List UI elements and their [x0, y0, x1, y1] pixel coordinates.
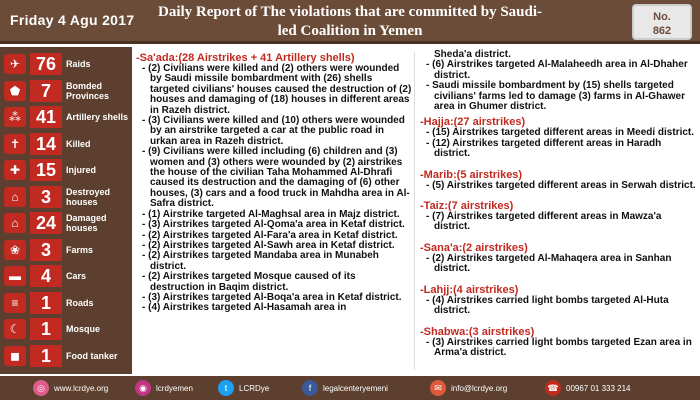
phone-icon: ☎ — [545, 380, 561, 396]
footer-contact[interactable] — [430, 380, 507, 396]
list-item: - (2) Airstrikes targeted Mosque caused of its destruction in Baqim district. — [142, 271, 356, 293]
facebook-icon: f — [302, 380, 318, 396]
list-item: - (3) Airstrikes targeted Al-Qoma'a area in Ketaf district. — [142, 219, 405, 231]
region-section — [420, 200, 696, 233]
section-heading: -Marib:(5 airstrikes) — [420, 168, 523, 181]
stat-value: 7 — [30, 80, 62, 102]
stat-value: 3 — [30, 186, 62, 208]
stat-row — [0, 345, 132, 367]
stat-value: 14 — [30, 133, 62, 155]
section-heading: -Taiz:(7 airstrikes) — [420, 200, 514, 213]
list-item: - (2) Airstrikes targeted Mandaba area in Munabeh district. — [142, 250, 379, 272]
report-title: Daily Report of The violations that are committed by Saudi-led Coalition in Yemen — [157, 4, 543, 39]
footer-text: info@lcrdye.org — [451, 383, 508, 393]
stat-value: 24 — [30, 212, 62, 234]
stat-label: Farms — [66, 244, 94, 255]
stat-row — [0, 318, 132, 340]
continued-text: Sheda'a district. — [434, 49, 511, 60]
report-column-left — [136, 50, 412, 314]
section-heading: -Sa'ada:(28 Airstrikes + 41 Artillery shells) — [136, 52, 355, 64]
stat-row — [0, 239, 132, 261]
list-item: - (6) Airstrikes targeted Al-Malaheedh area in Al-Dhaher district. — [426, 59, 688, 81]
list-item: - (3) Airstrikes carried light bombs targeted Ezan area in Arma'a district. — [426, 336, 692, 358]
stat-label: Killed — [66, 138, 91, 149]
stat-value: 76 — [30, 53, 62, 75]
list-item: - (2) Airstrikes targeted Al-Sawh area in Ketaf district. — [142, 239, 395, 251]
stat-row — [0, 53, 132, 75]
stat-label: Artillery shells — [66, 112, 129, 122]
section-heading: -Lahjj:(4 airstrikes) — [420, 283, 519, 296]
stat-label: Damaged houses — [66, 213, 107, 233]
artillery-icon: ⁂ — [4, 107, 26, 127]
list-item: - (5) Airstrikes targeted different areas in Serwah district. — [426, 179, 696, 191]
list-item: - (4) Airstrikes targeted Al-Hasamah area in — [142, 302, 347, 314]
stat-row — [0, 292, 132, 314]
map-icon: ⬟ — [4, 81, 26, 101]
stat-label: Bomded Provinces — [66, 80, 110, 101]
stat-row — [0, 159, 132, 181]
region-section — [420, 326, 696, 359]
region-section — [420, 284, 696, 317]
report-number-label: No. — [653, 11, 671, 23]
stat-row — [0, 133, 132, 155]
footer-text: www.lcrdye.org — [54, 383, 109, 393]
column-divider — [414, 52, 415, 370]
list-item: - (7) Airstrikes targeted different areas in Mawza'a district. — [426, 211, 662, 233]
report-column-right — [420, 50, 696, 358]
footer-text: 00967 01 333 214 — [566, 383, 631, 393]
section-heading: -Shabwa:(3 airstrikes) — [420, 325, 535, 338]
list-item: - (12) Airstrikes targeted different areas in Haradh district. — [426, 137, 662, 160]
footer-contact[interactable] — [135, 380, 193, 396]
injured-icon: ✚ — [4, 160, 26, 180]
list-item: - (9) Civilians were killed including (6) children and (3) women and (3) others were wounded by (2) airstrikes the house of the civilian Taha Mohammed Al-Dhrafi caused its destruction and the damaging of (6) other houses, (3) cars and a food truck in Mahdha area in Al-Safra district. — [142, 146, 410, 210]
footer-text: LCRDye — [239, 383, 270, 393]
stat-label: Roads — [66, 297, 94, 308]
stat-value: 3 — [30, 239, 62, 261]
stat-row — [0, 212, 132, 234]
region-section — [420, 169, 696, 191]
region-section — [420, 116, 696, 159]
footer-contact[interactable] — [545, 380, 631, 396]
email-icon: ✉ — [430, 380, 446, 396]
car-icon: ▬ — [4, 266, 26, 286]
farm-icon: ❀ — [4, 240, 26, 260]
damaged-house-icon: ⌂ — [4, 213, 26, 233]
list-item: - (1) Airstrike targeted Al-Maghsal area in Majz district. — [142, 208, 400, 220]
stat-value: 15 — [30, 159, 62, 181]
footer-text: lcrdyemen — [156, 383, 193, 393]
footer-contact[interactable] — [302, 380, 388, 396]
list-item: - (4) Airstrikes carried light bombs targeted Al-Huta district. — [426, 294, 669, 317]
killed-icon: ✝ — [4, 134, 26, 154]
footer-text: legalcenteryemeni — [323, 383, 388, 393]
section-heading: -Sana'a:(2 airstrikes) — [420, 241, 528, 254]
region-section — [420, 242, 696, 275]
report-number-box — [632, 4, 692, 40]
twitter-icon: t — [218, 380, 234, 396]
list-item: - (2) Airstrikes targeted Al-Mahaqera area in Sanhan district. — [426, 252, 672, 275]
footer-contact[interactable] — [218, 380, 269, 396]
header-bar — [0, 0, 700, 44]
stat-value: 1 — [30, 292, 62, 314]
mosque-icon: ☾ — [4, 319, 26, 339]
list-item: - (15) Airstrikes targeted different areas in Meedi district. — [426, 127, 695, 139]
stat-row — [0, 106, 132, 128]
footer-bar — [0, 376, 700, 400]
globe-icon: ◎ — [33, 380, 49, 396]
road-icon: ≡ — [4, 293, 26, 313]
list-item: - (3) Airstrikes targeted Al-Boqa'a area in Ketaf district. — [142, 291, 402, 303]
airplane-icon: ✈ — [4, 54, 26, 74]
stat-label: Food tanker — [66, 350, 118, 361]
food-tanker-icon: ◼ — [4, 346, 26, 366]
stat-value: 41 — [30, 106, 62, 128]
stat-value: 1 — [30, 345, 62, 367]
stat-label: Raids — [66, 59, 91, 69]
stat-label: Mosque — [66, 324, 101, 334]
stat-row — [0, 265, 132, 287]
section-heading: -Hajja:(27 airstrikes) — [420, 116, 526, 129]
list-item: - (2) Civilians were killed and (2) others were wounded by Saudi missile bombardment with (26) shells targeted civilians' houses caused the destruction of (2) houses and damaging of (18) houses in different areas in Razeh district. — [142, 63, 412, 116]
report-number: 862 — [652, 25, 672, 37]
report-date: Friday 4 Agu 2017 — [10, 12, 135, 28]
list-item: - Saudi missile bombardment by (15) shells targeted civilians' farms led to damage (3) farms in Al-Ghawer area in Ghumer district. — [426, 80, 685, 113]
house-icon: ⌂ — [4, 187, 26, 207]
stat-value: 4 — [30, 265, 62, 287]
list-item: - (3) Civilians were killed and (10) others were wounded by an airstrike targeted a car at the public road in urkan area in Razeh district. — [142, 115, 405, 147]
list-item: - (2) Airstrikes targeted Al-Fara'a area in Ketaf district. — [142, 229, 398, 241]
stat-value: 1 — [30, 318, 62, 340]
footer-contact[interactable] — [33, 380, 108, 396]
stats-sidebar — [0, 47, 132, 374]
stat-row — [0, 80, 132, 102]
stat-label: Destroyed houses — [66, 186, 111, 207]
stat-label: Cars — [66, 271, 87, 281]
instagram-icon: ◉ — [135, 380, 151, 396]
stat-label: Injured — [66, 165, 97, 175]
stat-row — [0, 186, 132, 208]
